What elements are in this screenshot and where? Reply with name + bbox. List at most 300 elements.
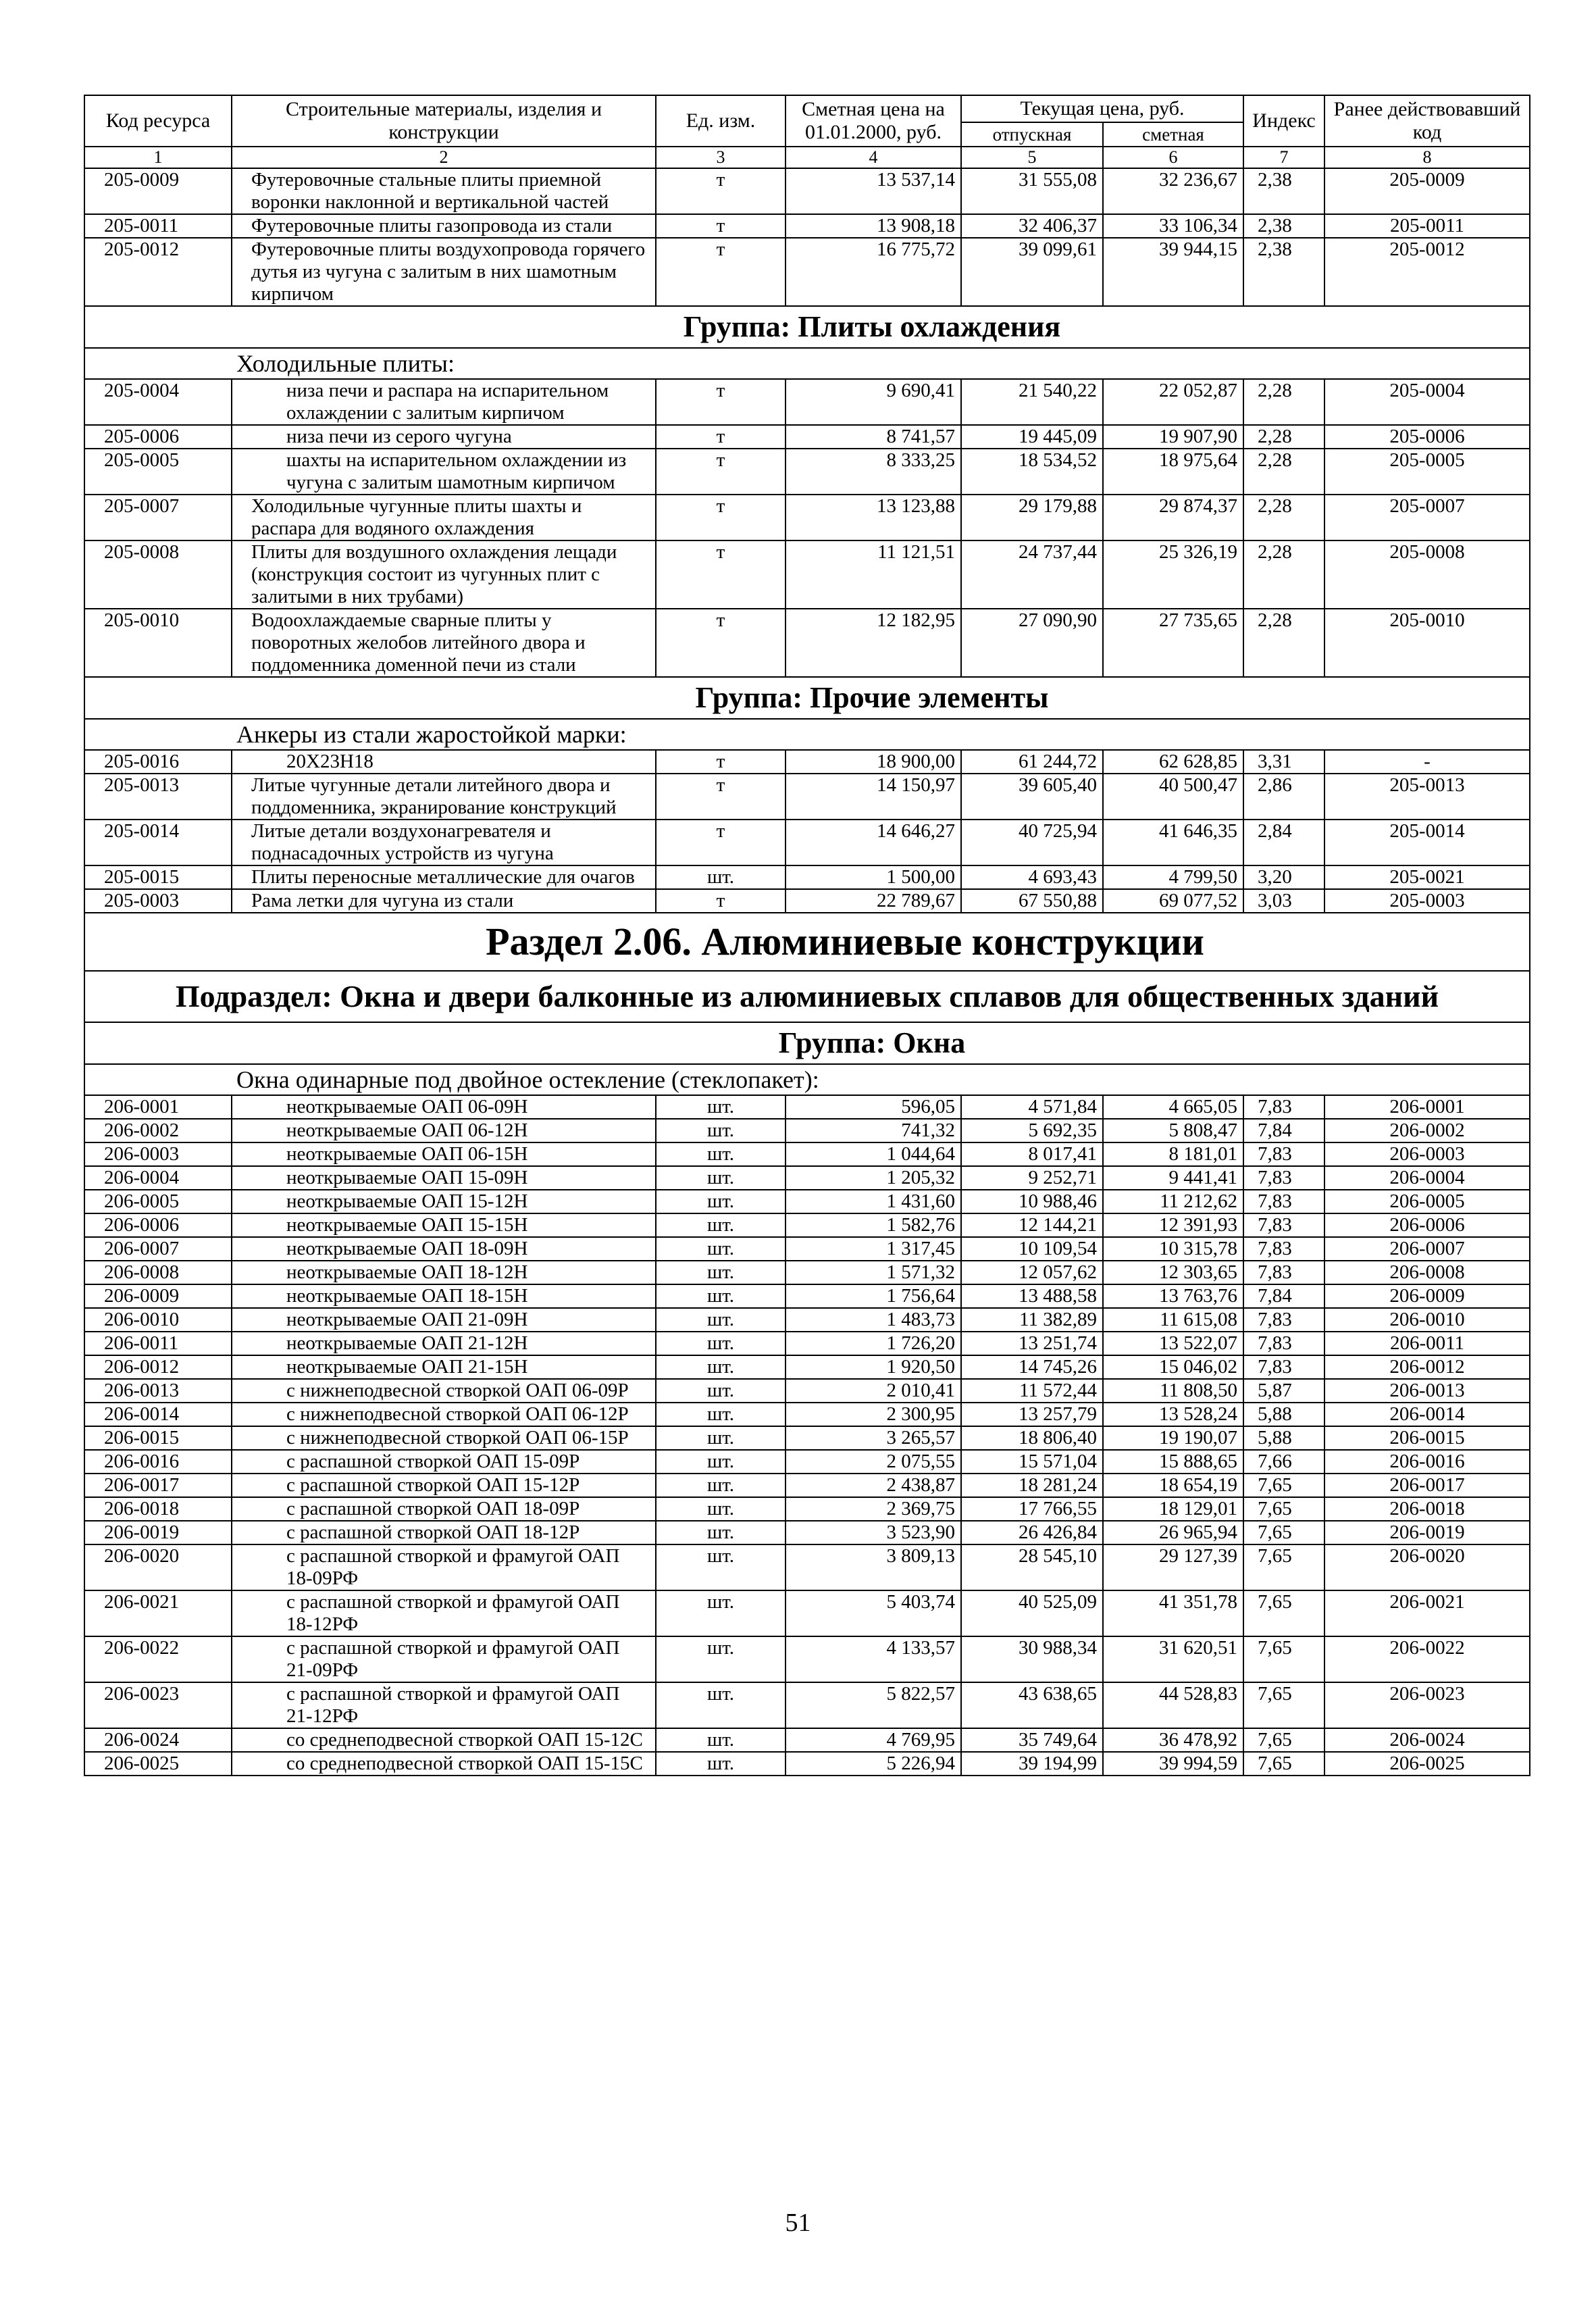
unit-of-measure: шт. — [656, 1450, 786, 1474]
price-index: 2,28 — [1243, 495, 1324, 540]
estimate-price: 13 522,07 — [1103, 1332, 1243, 1355]
previous-code: 206-0001 — [1324, 1095, 1530, 1119]
base-price: 2 369,75 — [786, 1497, 961, 1521]
material-name: с распашной створкой и фрамугой ОАП 21-09РФ — [232, 1636, 656, 1682]
unit-of-measure: шт. — [656, 1095, 786, 1119]
group-heading-row — [84, 306, 1530, 348]
unit-of-measure: шт. — [656, 1403, 786, 1426]
base-price: 1 317,45 — [786, 1237, 961, 1261]
price-index: 7,83 — [1243, 1213, 1324, 1237]
previous-code: 205-0004 — [1324, 379, 1530, 425]
material-name: Литые чугунные детали литейного двора и поддоменника, экранирование конструкций — [232, 774, 656, 820]
previous-code: 206-0023 — [1324, 1682, 1530, 1728]
price-index: 7,83 — [1243, 1166, 1324, 1190]
table-row — [84, 379, 1530, 425]
base-price: 11 121,51 — [786, 540, 961, 609]
material-name: неоткрываемые ОАП 15-09Н — [232, 1166, 656, 1190]
price-index: 7,65 — [1243, 1636, 1324, 1682]
price-index: 2,38 — [1243, 238, 1324, 306]
table-row — [84, 1544, 1530, 1590]
previous-code: 206-0004 — [1324, 1166, 1530, 1190]
resource-code: 206-0014 — [84, 1403, 232, 1426]
table-row — [84, 425, 1530, 449]
previous-code: 206-0005 — [1324, 1190, 1530, 1213]
header-estimate-price: сметная — [1103, 122, 1243, 147]
release-price: 30 988,34 — [961, 1636, 1103, 1682]
price-index: 7,65 — [1243, 1544, 1324, 1590]
header-unit: Ед. изм. — [656, 95, 786, 147]
table-row — [84, 495, 1530, 540]
release-price: 61 244,72 — [961, 750, 1103, 774]
table-row — [84, 1521, 1530, 1544]
release-price: 11 572,44 — [961, 1379, 1103, 1403]
resource-code: 206-0008 — [84, 1261, 232, 1284]
price-index: 7,84 — [1243, 1284, 1324, 1308]
table-row — [84, 214, 1530, 238]
resource-code: 205-0013 — [84, 774, 232, 820]
release-price: 29 179,88 — [961, 495, 1103, 540]
unit-of-measure: т — [656, 540, 786, 609]
header-prev-code: Ранее действовавший код — [1324, 95, 1530, 147]
estimate-price: 40 500,47 — [1103, 774, 1243, 820]
header-row-top — [84, 95, 1530, 122]
base-price: 2 438,87 — [786, 1474, 961, 1497]
material-name: с распашной створкой и фрамугой ОАП 18-12РФ — [232, 1590, 656, 1636]
table-row — [84, 889, 1530, 913]
release-price: 12 057,62 — [961, 1261, 1103, 1284]
table-row — [84, 774, 1530, 820]
base-price: 596,05 — [786, 1095, 961, 1119]
column-number: 5 — [961, 147, 1103, 168]
estimate-price: 8 181,01 — [1103, 1142, 1243, 1166]
resource-code: 206-0002 — [84, 1119, 232, 1142]
base-price: 1 920,50 — [786, 1355, 961, 1379]
subgroup-heading-row — [84, 348, 1530, 379]
material-name: неоткрываемые ОАП 18-15Н — [232, 1284, 656, 1308]
previous-code: 206-0008 — [1324, 1261, 1530, 1284]
release-price: 21 540,22 — [961, 379, 1103, 425]
resource-code: 206-0024 — [84, 1728, 232, 1752]
price-index: 7,83 — [1243, 1355, 1324, 1379]
release-price: 35 749,64 — [961, 1728, 1103, 1752]
resource-code: 206-0021 — [84, 1590, 232, 1636]
page-number: 51 — [785, 2209, 811, 2237]
release-price: 18 534,52 — [961, 449, 1103, 495]
estimate-price: 15 888,65 — [1103, 1450, 1243, 1474]
column-number: 7 — [1243, 147, 1324, 168]
estimate-price: 41 351,78 — [1103, 1590, 1243, 1636]
estimate-price: 18 975,64 — [1103, 449, 1243, 495]
column-number: 6 — [1103, 147, 1243, 168]
unit-of-measure: шт. — [656, 1521, 786, 1544]
material-name: Холодильные чугунные плиты шахты и распара для водяного охлаждения — [232, 495, 656, 540]
group-heading: Группа: Окна — [84, 1022, 1530, 1064]
estimate-price: 11 212,62 — [1103, 1190, 1243, 1213]
release-price: 24 737,44 — [961, 540, 1103, 609]
material-name: со среднеподвесной створкой ОАП 15-15С — [232, 1752, 656, 1776]
price-index: 2,28 — [1243, 379, 1324, 425]
release-price: 8 017,41 — [961, 1142, 1103, 1166]
previous-code: 206-0002 — [1324, 1119, 1530, 1142]
previous-code: 206-0019 — [1324, 1521, 1530, 1544]
material-name: с нижнеподвесной створкой ОАП 06-12Р — [232, 1403, 656, 1426]
price-index: 3,31 — [1243, 750, 1324, 774]
price-index: 7,83 — [1243, 1308, 1324, 1332]
base-price: 1 044,64 — [786, 1142, 961, 1166]
previous-code: 205-0005 — [1324, 449, 1530, 495]
table-row — [84, 1590, 1530, 1636]
resource-code: 205-0010 — [84, 609, 232, 677]
table-row — [84, 1682, 1530, 1728]
estimate-price: 27 735,65 — [1103, 609, 1243, 677]
table-row — [84, 820, 1530, 865]
group-heading: Группа: Прочие элементы — [84, 677, 1530, 719]
table-row — [84, 1474, 1530, 1497]
previous-code: 205-0014 — [1324, 820, 1530, 865]
estimate-price: 41 646,35 — [1103, 820, 1243, 865]
estimate-price: 69 077,52 — [1103, 889, 1243, 913]
material-name: Водоохлаждаемые сварные плиты у поворотных желобов литейного двора и поддоменника доменной печи из стали — [232, 609, 656, 677]
material-name: Плиты для воздушного охлаждения лещади (конструкция состоит из чугунных плит с залитыми в них трубами) — [232, 540, 656, 609]
resource-code: 206-0019 — [84, 1521, 232, 1544]
previous-code: 206-0017 — [1324, 1474, 1530, 1497]
column-number: 2 — [232, 147, 656, 168]
base-price: 16 775,72 — [786, 238, 961, 306]
release-price: 31 555,08 — [961, 168, 1103, 214]
section-heading-row — [84, 913, 1530, 971]
table-row — [84, 1426, 1530, 1450]
price-index: 2,84 — [1243, 820, 1324, 865]
unit-of-measure: т — [656, 238, 786, 306]
previous-code: 205-0010 — [1324, 609, 1530, 677]
material-name: неоткрываемые ОАП 21-12Н — [232, 1332, 656, 1355]
base-price: 5 822,57 — [786, 1682, 961, 1728]
material-name: неоткрываемые ОАП 21-09Н — [232, 1308, 656, 1332]
release-price: 18 806,40 — [961, 1426, 1103, 1450]
previous-code: 205-0012 — [1324, 238, 1530, 306]
table-row — [84, 1403, 1530, 1426]
material-name: Рама летки для чугуна из стали — [232, 889, 656, 913]
price-index: 7,65 — [1243, 1752, 1324, 1776]
resource-code: 206-0005 — [84, 1190, 232, 1213]
previous-code: 205-0007 — [1324, 495, 1530, 540]
price-index: 5,87 — [1243, 1379, 1324, 1403]
release-price: 67 550,88 — [961, 889, 1103, 913]
section-heading: Раздел 2.06. Алюминиевые конструкции — [84, 913, 1530, 971]
subsection-heading-row — [84, 971, 1530, 1022]
material-name: неоткрываемые ОАП 06-09Н — [232, 1095, 656, 1119]
unit-of-measure: т — [656, 214, 786, 238]
estimate-price: 12 303,65 — [1103, 1261, 1243, 1284]
resource-code: 205-0016 — [84, 750, 232, 774]
estimate-price: 13 528,24 — [1103, 1403, 1243, 1426]
unit-of-measure: шт. — [656, 1261, 786, 1284]
column-number: 3 — [656, 147, 786, 168]
price-index: 7,65 — [1243, 1521, 1324, 1544]
unit-of-measure: шт. — [656, 1544, 786, 1590]
resource-code: 206-0010 — [84, 1308, 232, 1332]
table-row — [84, 1450, 1530, 1474]
previous-code: 205-0021 — [1324, 865, 1530, 889]
material-name: с распашной створкой ОАП 18-12Р — [232, 1521, 656, 1544]
table-row — [84, 1119, 1530, 1142]
base-price: 13 123,88 — [786, 495, 961, 540]
table-row — [84, 1261, 1530, 1284]
estimate-price: 33 106,34 — [1103, 214, 1243, 238]
table-row — [84, 1142, 1530, 1166]
unit-of-measure: т — [656, 495, 786, 540]
price-index: 7,83 — [1243, 1095, 1324, 1119]
previous-code: 206-0006 — [1324, 1213, 1530, 1237]
base-price: 18 900,00 — [786, 750, 961, 774]
base-price: 1 483,73 — [786, 1308, 961, 1332]
unit-of-measure: шт. — [656, 1213, 786, 1237]
price-index: 7,65 — [1243, 1590, 1324, 1636]
unit-of-measure: шт. — [656, 1474, 786, 1497]
resource-code: 206-0020 — [84, 1544, 232, 1590]
base-price: 1 205,32 — [786, 1166, 961, 1190]
material-name: Футеровочные плиты газопровода из стали — [232, 214, 656, 238]
price-index: 2,28 — [1243, 540, 1324, 609]
material-name: неоткрываемые ОАП 06-12Н — [232, 1119, 656, 1142]
unit-of-measure: шт. — [656, 1355, 786, 1379]
table-row — [84, 1379, 1530, 1403]
base-price: 741,32 — [786, 1119, 961, 1142]
material-name: Литые детали воздухонагревателя и поднасадочных устройств из чугуна — [232, 820, 656, 865]
estimate-price: 39 944,15 — [1103, 238, 1243, 306]
resource-code: 206-0025 — [84, 1752, 232, 1776]
resource-code: 206-0022 — [84, 1636, 232, 1682]
resource-code: 205-0015 — [84, 865, 232, 889]
estimate-price: 13 763,76 — [1103, 1284, 1243, 1308]
price-index: 7,65 — [1243, 1474, 1324, 1497]
unit-of-measure: шт. — [656, 1166, 786, 1190]
estimate-price: 10 315,78 — [1103, 1237, 1243, 1261]
material-name: с распашной створкой и фрамугой ОАП 18-09РФ — [232, 1544, 656, 1590]
release-price: 14 745,26 — [961, 1355, 1103, 1379]
price-index: 2,28 — [1243, 609, 1324, 677]
estimate-price: 31 620,51 — [1103, 1636, 1243, 1682]
resource-code: 206-0017 — [84, 1474, 232, 1497]
resource-code: 206-0003 — [84, 1142, 232, 1166]
unit-of-measure: шт. — [656, 1237, 786, 1261]
unit-of-measure: шт. — [656, 865, 786, 889]
price-index: 2,38 — [1243, 168, 1324, 214]
release-price: 39 099,61 — [961, 238, 1103, 306]
material-name: с распашной створкой и фрамугой ОАП 21-12РФ — [232, 1682, 656, 1728]
group-heading: Группа: Плиты охлаждения — [84, 306, 1530, 348]
subgroup-heading-row — [84, 1064, 1530, 1095]
subgroup-heading-row — [84, 719, 1530, 750]
table-row — [84, 1166, 1530, 1190]
price-table — [84, 95, 1530, 1776]
resource-code: 205-0006 — [84, 425, 232, 449]
release-price: 5 692,35 — [961, 1119, 1103, 1142]
table-row — [84, 1355, 1530, 1379]
base-price: 1 431,60 — [786, 1190, 961, 1213]
base-price: 14 150,97 — [786, 774, 961, 820]
estimate-price: 5 808,47 — [1103, 1119, 1243, 1142]
previous-code: 206-0021 — [1324, 1590, 1530, 1636]
price-index: 7,84 — [1243, 1119, 1324, 1142]
base-price: 2 300,95 — [786, 1403, 961, 1426]
base-price: 8 741,57 — [786, 425, 961, 449]
estimate-price: 26 965,94 — [1103, 1521, 1243, 1544]
release-price: 40 725,94 — [961, 820, 1103, 865]
price-index: 7,83 — [1243, 1142, 1324, 1166]
release-price: 13 251,74 — [961, 1332, 1103, 1355]
previous-code: 206-0022 — [1324, 1636, 1530, 1682]
estimate-price: 32 236,67 — [1103, 168, 1243, 214]
resource-code: 205-0003 — [84, 889, 232, 913]
estimate-price: 29 874,37 — [1103, 495, 1243, 540]
release-price: 39 194,99 — [961, 1752, 1103, 1776]
unit-of-measure: шт. — [656, 1590, 786, 1636]
unit-of-measure: шт. — [656, 1426, 786, 1450]
price-index: 5,88 — [1243, 1403, 1324, 1426]
table-row — [84, 1332, 1530, 1355]
previous-code: 206-0025 — [1324, 1752, 1530, 1776]
base-price: 1 756,64 — [786, 1284, 961, 1308]
resource-code: 206-0004 — [84, 1166, 232, 1190]
material-name: Плиты переносные металлические для очагов — [232, 865, 656, 889]
resource-code: 206-0016 — [84, 1450, 232, 1474]
estimate-price: 19 190,07 — [1103, 1426, 1243, 1450]
material-name: низа печи из серого чугуна — [232, 425, 656, 449]
previous-code: 206-0009 — [1324, 1284, 1530, 1308]
base-price: 1 726,20 — [786, 1332, 961, 1355]
material-name: Футеровочные стальные плиты приемной воронки наклонной и вертикальной частей — [232, 168, 656, 214]
material-name: с нижнеподвесной створкой ОАП 06-15Р — [232, 1426, 656, 1450]
base-price: 5 403,74 — [786, 1590, 961, 1636]
header-index: Индекс — [1243, 95, 1324, 147]
base-price: 12 182,95 — [786, 609, 961, 677]
table-row — [84, 1636, 1530, 1682]
base-price: 1 500,00 — [786, 865, 961, 889]
unit-of-measure: т — [656, 425, 786, 449]
resource-code: 206-0013 — [84, 1379, 232, 1403]
estimate-price: 4 665,05 — [1103, 1095, 1243, 1119]
material-name: с распашной створкой ОАП 15-12Р — [232, 1474, 656, 1497]
estimate-price: 62 628,85 — [1103, 750, 1243, 774]
estimate-price: 4 799,50 — [1103, 865, 1243, 889]
price-index: 2,28 — [1243, 425, 1324, 449]
price-index: 7,83 — [1243, 1190, 1324, 1213]
unit-of-measure: шт. — [656, 1682, 786, 1728]
estimate-price: 44 528,83 — [1103, 1682, 1243, 1728]
release-price: 15 571,04 — [961, 1450, 1103, 1474]
previous-code: 206-0024 — [1324, 1728, 1530, 1752]
price-index: 2,28 — [1243, 449, 1324, 495]
release-price: 13 488,58 — [961, 1284, 1103, 1308]
release-price: 43 638,65 — [961, 1682, 1103, 1728]
material-name: Футеровочные плиты воздухопровода горячего дутья из чугуна с залитым в них шамотным кирпичом — [232, 238, 656, 306]
header-release-price: отпускная — [961, 122, 1103, 147]
release-price: 11 382,89 — [961, 1308, 1103, 1332]
price-index: 3,03 — [1243, 889, 1324, 913]
column-number: 8 — [1324, 147, 1530, 168]
base-price: 2 075,55 — [786, 1450, 961, 1474]
unit-of-measure: т — [656, 168, 786, 214]
resource-code: 205-0011 — [84, 214, 232, 238]
previous-code: 205-0008 — [1324, 540, 1530, 609]
table-row — [84, 1752, 1530, 1776]
material-name: неоткрываемые ОАП 18-09Н — [232, 1237, 656, 1261]
base-price: 5 226,94 — [786, 1752, 961, 1776]
price-index: 7,65 — [1243, 1682, 1324, 1728]
previous-code: 205-0006 — [1324, 425, 1530, 449]
base-price: 1 571,32 — [786, 1261, 961, 1284]
estimate-price: 25 326,19 — [1103, 540, 1243, 609]
header-current-price: Текущая цена, руб. — [961, 95, 1243, 122]
table-row — [84, 609, 1530, 677]
table-row — [84, 1237, 1530, 1261]
material-name: неоткрываемые ОАП 15-15Н — [232, 1213, 656, 1237]
unit-of-measure: шт. — [656, 1308, 786, 1332]
base-price: 3 809,13 — [786, 1544, 961, 1590]
previous-code: 206-0020 — [1324, 1544, 1530, 1590]
base-price: 3 523,90 — [786, 1521, 961, 1544]
previous-code: 205-0009 — [1324, 168, 1530, 214]
header-code: Код ресурса — [84, 95, 232, 147]
material-name: неоткрываемые ОАП 15-12Н — [232, 1190, 656, 1213]
group-heading-row — [84, 677, 1530, 719]
resource-code: 206-0018 — [84, 1497, 232, 1521]
previous-code: 205-0013 — [1324, 774, 1530, 820]
base-price: 4 769,95 — [786, 1728, 961, 1752]
resource-code: 206-0007 — [84, 1237, 232, 1261]
unit-of-measure: т — [656, 609, 786, 677]
unit-of-measure: шт. — [656, 1497, 786, 1521]
estimate-price: 36 478,92 — [1103, 1728, 1243, 1752]
previous-code: 206-0012 — [1324, 1355, 1530, 1379]
estimate-price: 18 654,19 — [1103, 1474, 1243, 1497]
unit-of-measure: шт. — [656, 1752, 786, 1776]
resource-code: 206-0012 — [84, 1355, 232, 1379]
estimate-price: 19 907,90 — [1103, 425, 1243, 449]
table-row — [84, 1497, 1530, 1521]
release-price: 18 281,24 — [961, 1474, 1103, 1497]
unit-of-measure: шт. — [656, 1284, 786, 1308]
release-price: 26 426,84 — [961, 1521, 1103, 1544]
resource-code: 206-0001 — [84, 1095, 232, 1119]
material-name: с распашной створкой ОАП 15-09Р — [232, 1450, 656, 1474]
material-name: низа печи и распара на испарительном охлаждении с залитым кирпичом — [232, 379, 656, 425]
base-price: 8 333,25 — [786, 449, 961, 495]
release-price: 9 252,71 — [961, 1166, 1103, 1190]
base-price: 3 265,57 — [786, 1426, 961, 1450]
unit-of-measure: т — [656, 889, 786, 913]
table-row — [84, 750, 1530, 774]
table-body — [84, 168, 1530, 1776]
unit-of-measure: шт. — [656, 1119, 786, 1142]
table-row — [84, 238, 1530, 306]
release-price: 28 545,10 — [961, 1544, 1103, 1590]
header-base-price: Сметная цена на 01.01.2000, руб. — [786, 95, 961, 147]
resource-code: 206-0015 — [84, 1426, 232, 1450]
table-row — [84, 1284, 1530, 1308]
column-number: 1 — [84, 147, 232, 168]
resource-code: 206-0009 — [84, 1284, 232, 1308]
base-price: 2 010,41 — [786, 1379, 961, 1403]
estimate-price: 11 615,08 — [1103, 1308, 1243, 1332]
resource-code: 205-0014 — [84, 820, 232, 865]
price-index: 7,83 — [1243, 1332, 1324, 1355]
table-row — [84, 1213, 1530, 1237]
material-name: со среднеподвесной створкой ОАП 15-12С — [232, 1728, 656, 1752]
previous-code: 206-0011 — [1324, 1332, 1530, 1355]
previous-code: 206-0018 — [1324, 1497, 1530, 1521]
